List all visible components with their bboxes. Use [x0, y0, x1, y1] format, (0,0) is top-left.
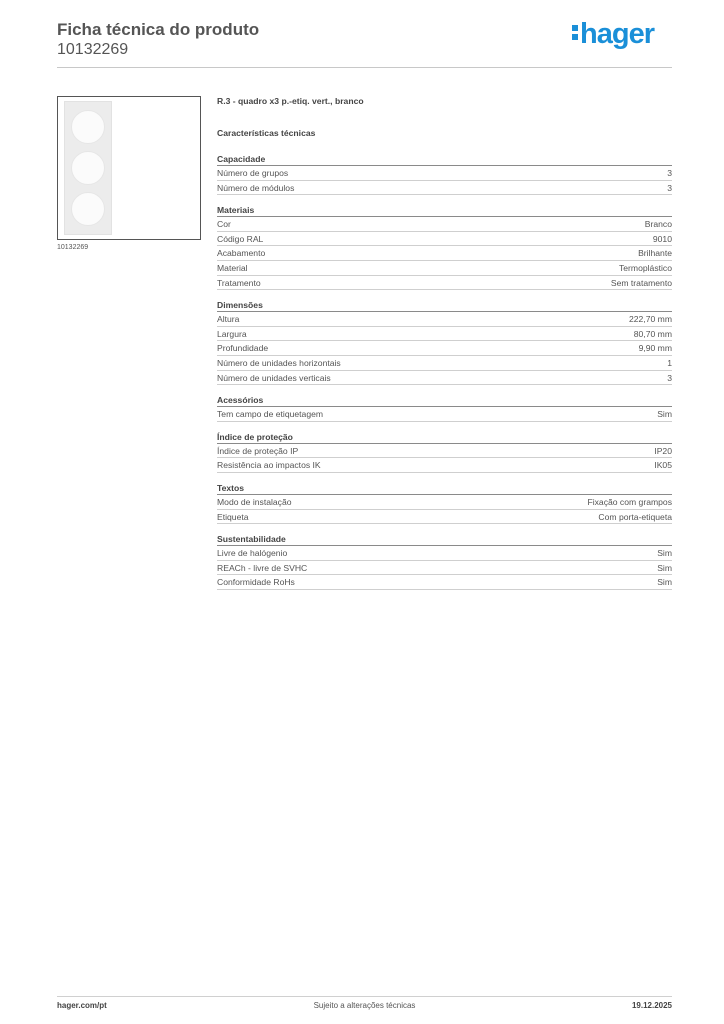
spec-value: Brilhante [638, 248, 672, 259]
spec-group [217, 152, 672, 195]
footer-date: 19.12.2025 [631, 1001, 672, 1010]
spec-value: IK05 [654, 460, 672, 471]
group-title: Materiais [217, 203, 672, 217]
spec-row [217, 371, 672, 386]
spec-row [217, 276, 672, 291]
spec-value: 1 [667, 357, 672, 368]
spec-group [217, 532, 672, 590]
spec-value: Branco [644, 219, 672, 230]
spec-value: 3 [667, 182, 672, 193]
spec-row [217, 327, 672, 342]
spec-value: Sim [657, 577, 672, 588]
spec-row [217, 458, 672, 473]
spec-group [217, 430, 672, 473]
spec-group [217, 203, 672, 290]
spec-label: Etiqueta [217, 511, 249, 522]
spec-label: Número de unidades verticais [217, 372, 331, 383]
spec-value: Termoplástico [618, 262, 672, 273]
spec-label: Modo de instalação [217, 496, 292, 507]
group-title: Sustentabilidade [217, 532, 672, 546]
spec-label: Largura [217, 328, 247, 339]
spec-value: Sim [657, 409, 672, 420]
product-image [57, 96, 201, 240]
spec-label: Profundidade [217, 343, 269, 354]
logo-text: hager [580, 18, 654, 50]
page-header [57, 20, 672, 68]
group-title: Capacidade [217, 152, 672, 166]
socket-opening-icon [71, 110, 105, 144]
specs-heading: Características técnicas [217, 128, 316, 138]
spec-value: Sim [657, 562, 672, 573]
spec-groups [217, 152, 672, 590]
spec-row [217, 444, 672, 459]
group-title: Textos [217, 481, 672, 495]
spec-label: Resistência ao impactos IK [217, 460, 321, 471]
spec-label: Acabamento [217, 248, 266, 259]
spec-content [217, 96, 672, 590]
spec-group [217, 393, 672, 422]
spec-label: Código RAL [217, 233, 264, 244]
spec-value: IP20 [654, 445, 672, 456]
spec-label: Número de grupos [217, 168, 289, 178]
spec-value: Sim [657, 548, 672, 559]
group-title: Dimensões [217, 298, 672, 312]
footer-website[interactable]: hager.com/pt [57, 1001, 107, 1010]
spec-label: Índice de proteção IP [217, 445, 299, 456]
spec-label: Material [217, 262, 248, 273]
image-caption: 10132269 [57, 244, 89, 251]
spec-label: Tratamento [217, 277, 261, 288]
spec-row [217, 407, 672, 422]
logo-dots-icon [572, 22, 578, 42]
spec-row [217, 181, 672, 196]
hager-logo [572, 20, 654, 48]
spec-value: 222,70 mm [629, 314, 672, 325]
footer-notice: Sujeito a alterações técnicas [313, 1001, 416, 1010]
spec-row [217, 356, 672, 371]
spec-value: Fixação com grampos [587, 496, 672, 507]
spec-row [217, 341, 672, 356]
spec-value: 3 [667, 168, 672, 178]
frame-illustration [64, 101, 112, 235]
spec-row [217, 312, 672, 327]
spec-group [217, 298, 672, 385]
spec-value: 9,90 mm [638, 343, 672, 354]
spec-label: Tem campo de etiquetagem [217, 409, 324, 420]
spec-label: Número de módulos [217, 182, 295, 193]
spec-row [217, 217, 672, 232]
spec-label: Número de unidades horizontais [217, 357, 341, 368]
product-name: R.3 - quadro x3 p.-etiq. vert., branco [217, 96, 364, 106]
spec-row [217, 546, 672, 561]
spec-row [217, 575, 672, 590]
spec-label: Livre de halógenio [217, 548, 288, 559]
spec-row [217, 246, 672, 261]
spec-value: Com porta-etiqueta [598, 511, 672, 522]
socket-opening-icon [71, 192, 105, 226]
spec-row [217, 495, 672, 510]
spec-row [217, 166, 672, 181]
group-title: Índice de proteção [217, 430, 672, 444]
spec-value: 80,70 mm [633, 328, 672, 339]
spec-value: 9010 [652, 233, 672, 244]
product-code: 10132269 [57, 41, 129, 58]
spec-row [217, 510, 672, 525]
spec-label: REACh - livre de SVHC [217, 562, 308, 573]
socket-opening-icon [71, 151, 105, 185]
page-footer [57, 996, 672, 1010]
spec-label: Altura [217, 314, 240, 325]
spec-row [217, 261, 672, 276]
spec-value: 3 [667, 372, 672, 383]
spec-row [217, 561, 672, 576]
spec-row [217, 232, 672, 247]
group-title: Acessórios [217, 393, 672, 407]
spec-label: Conformidade RoHs [217, 577, 295, 588]
spec-label: Cor [217, 219, 231, 230]
spec-value: Sem tratamento [610, 277, 672, 288]
page-title: Ficha técnica do produto [57, 20, 260, 39]
spec-group [217, 481, 672, 524]
